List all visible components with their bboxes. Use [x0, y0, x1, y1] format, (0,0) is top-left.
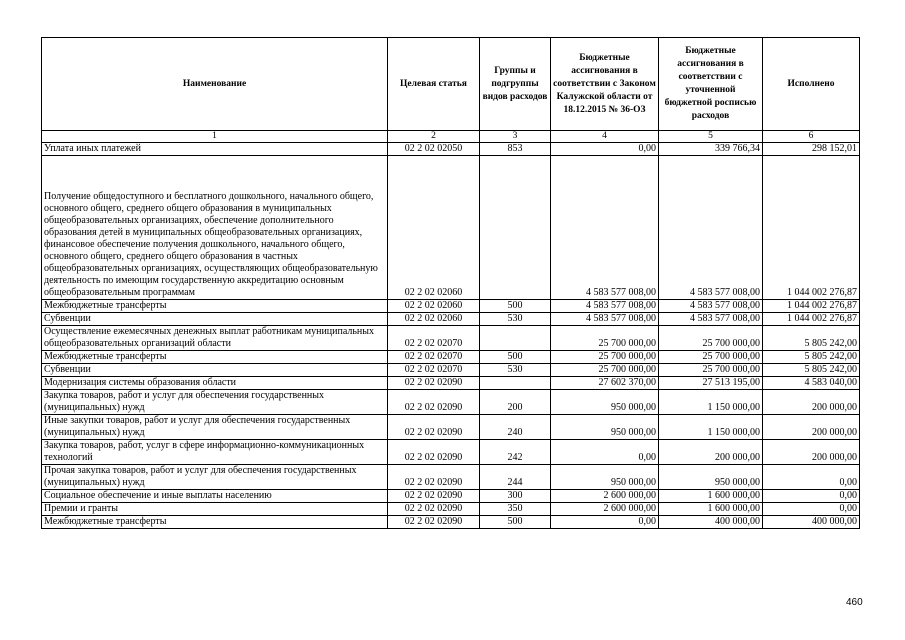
row-done-amount: 0,00 — [763, 490, 860, 503]
column-number-row — [42, 131, 860, 143]
table-row — [42, 503, 860, 516]
row-updated-amount: 4 583 577 008,00 — [659, 300, 763, 313]
row-done-amount: 5 805 242,00 — [763, 326, 860, 351]
row-law-amount: 950 000,00 — [551, 390, 659, 415]
row-group — [480, 377, 551, 390]
column-number: 3 — [480, 131, 551, 143]
row-code: 02 2 02 02050 — [388, 143, 480, 156]
table-row — [42, 465, 860, 490]
row-updated-amount: 950 000,00 — [659, 465, 763, 490]
table-row — [42, 390, 860, 415]
row-name: Уплата иных платежей — [42, 143, 388, 156]
row-law-amount: 25 700 000,00 — [551, 364, 659, 377]
row-group: 300 — [480, 490, 551, 503]
header-code: Целевая статья — [388, 38, 480, 131]
row-code: 02 2 02 02060 — [388, 300, 480, 313]
row-law-amount: 0,00 — [551, 143, 659, 156]
row-name: Модернизация системы образования области — [42, 377, 388, 390]
row-code: 02 2 02 02060 — [388, 313, 480, 326]
row-code: 02 2 02 02090 — [388, 465, 480, 490]
row-updated-amount: 25 700 000,00 — [659, 351, 763, 364]
row-name: Субвенции — [42, 364, 388, 377]
row-name: Закупка товаров, работ и услуг для обеспечения государственных (муниципальных) нужд — [42, 390, 388, 415]
row-law-amount: 4 583 577 008,00 — [551, 313, 659, 326]
table-row — [42, 415, 860, 440]
row-name: Осуществление ежемесячных денежных выплат работникам муниципальных общеобразовательных организаций области — [42, 326, 388, 351]
row-done-amount: 4 583 040,00 — [763, 377, 860, 390]
column-number: 5 — [659, 131, 763, 143]
row-law-amount: 0,00 — [551, 516, 659, 529]
row-done-amount: 1 044 002 276,87 — [763, 156, 860, 300]
row-name: Межбюджетные трансферты — [42, 351, 388, 364]
table-row — [42, 351, 860, 364]
row-group: 240 — [480, 415, 551, 440]
row-law-amount: 25 700 000,00 — [551, 326, 659, 351]
row-law-amount: 2 600 000,00 — [551, 490, 659, 503]
row-law-amount: 25 700 000,00 — [551, 351, 659, 364]
row-name: Межбюджетные трансферты — [42, 516, 388, 529]
row-updated-amount: 1 150 000,00 — [659, 390, 763, 415]
row-done-amount: 0,00 — [763, 503, 860, 516]
row-updated-amount: 25 700 000,00 — [659, 364, 763, 377]
header-law: Бюджетные ассигнования в соответствии с Законом Калужской области от 18.12.2015 № 36-ОЗ — [551, 38, 659, 131]
row-code: 02 2 02 02090 — [388, 490, 480, 503]
row-group: 500 — [480, 516, 551, 529]
row-group: 500 — [480, 351, 551, 364]
row-name: Премии и гранты — [42, 503, 388, 516]
budget-table — [41, 37, 860, 529]
row-group: 350 — [480, 503, 551, 516]
row-done-amount: 0,00 — [763, 465, 860, 490]
page-number: 460 — [846, 597, 863, 608]
row-group: 200 — [480, 390, 551, 415]
row-group: 242 — [480, 440, 551, 465]
table-body — [42, 143, 860, 529]
row-updated-amount: 27 513 195,00 — [659, 377, 763, 390]
table-row — [42, 490, 860, 503]
row-code: 02 2 02 02090 — [388, 516, 480, 529]
row-name: Закупка товаров, работ, услуг в сфере информационно-коммуникационных технологий — [42, 440, 388, 465]
row-law-amount: 4 583 577 008,00 — [551, 300, 659, 313]
row-done-amount: 1 044 002 276,87 — [763, 313, 860, 326]
table-row — [42, 440, 860, 465]
column-number: 4 — [551, 131, 659, 143]
table-row — [42, 326, 860, 351]
row-updated-amount: 339 766,34 — [659, 143, 763, 156]
row-code: 02 2 02 02070 — [388, 351, 480, 364]
row-updated-amount: 200 000,00 — [659, 440, 763, 465]
row-updated-amount: 4 583 577 008,00 — [659, 156, 763, 300]
row-updated-amount: 1 150 000,00 — [659, 415, 763, 440]
row-group — [480, 156, 551, 300]
table-row — [42, 364, 860, 377]
table-row — [42, 313, 860, 326]
row-name: Получение общедоступного и бесплатного дошкольного, начального общего, основного общего, среднего общего образования в муниципальных общеобразовательных организациях, обеспечение дополнительного образования детей в муниципальных общеобразовательных организациях, финансовое обеспечение получения дошкольного, начального общего, основного общего, среднего общего образования в частных общеобразовательных организациях, осуществляющих общеобразовательную деятельность по имеющим государственную аккредитацию основным общеобразовательным программам — [42, 156, 388, 300]
row-updated-amount: 400 000,00 — [659, 516, 763, 529]
header-updated: Бюджетные ассигнования в соответствии с уточненной бюджетной росписью расходов — [659, 38, 763, 131]
row-done-amount: 200 000,00 — [763, 390, 860, 415]
row-code: 02 2 02 02090 — [388, 377, 480, 390]
row-name: Межбюджетные трансферты — [42, 300, 388, 313]
row-code: 02 2 02 02060 — [388, 156, 480, 300]
row-code: 02 2 02 02090 — [388, 440, 480, 465]
column-number: 2 — [388, 131, 480, 143]
table-row — [42, 516, 860, 529]
row-law-amount: 2 600 000,00 — [551, 503, 659, 516]
row-done-amount: 200 000,00 — [763, 440, 860, 465]
row-code: 02 2 02 02070 — [388, 364, 480, 377]
row-law-amount: 4 583 577 008,00 — [551, 156, 659, 300]
row-name: Иные закупки товаров, работ и услуг для обеспечения государственных (муниципальных) нужд — [42, 415, 388, 440]
row-name: Субвенции — [42, 313, 388, 326]
row-done-amount: 298 152,01 — [763, 143, 860, 156]
row-code: 02 2 02 02090 — [388, 503, 480, 516]
row-updated-amount: 4 583 577 008,00 — [659, 313, 763, 326]
row-code: 02 2 02 02070 — [388, 326, 480, 351]
row-law-amount: 950 000,00 — [551, 415, 659, 440]
row-code: 02 2 02 02090 — [388, 390, 480, 415]
row-group: 530 — [480, 313, 551, 326]
row-group: 500 — [480, 300, 551, 313]
row-law-amount: 27 602 370,00 — [551, 377, 659, 390]
table-row — [42, 300, 860, 313]
row-group — [480, 326, 551, 351]
row-updated-amount: 1 600 000,00 — [659, 490, 763, 503]
row-code: 02 2 02 02090 — [388, 415, 480, 440]
row-group: 853 — [480, 143, 551, 156]
row-name: Прочая закупка товаров, работ и услуг для обеспечения государственных (муниципальных) нужд — [42, 465, 388, 490]
row-law-amount: 0,00 — [551, 440, 659, 465]
row-group: 244 — [480, 465, 551, 490]
row-done-amount: 5 805 242,00 — [763, 364, 860, 377]
row-law-amount: 950 000,00 — [551, 465, 659, 490]
row-updated-amount: 1 600 000,00 — [659, 503, 763, 516]
row-done-amount: 200 000,00 — [763, 415, 860, 440]
header-done: Исполнено — [763, 38, 860, 131]
row-group: 530 — [480, 364, 551, 377]
table-row — [42, 156, 860, 300]
header-group: Группы и подгруппы видов расходов — [480, 38, 551, 131]
table-row — [42, 377, 860, 390]
table-row — [42, 143, 860, 156]
row-name: Социальное обеспечение и иные выплаты населению — [42, 490, 388, 503]
column-number: 1 — [42, 131, 388, 143]
row-done-amount: 400 000,00 — [763, 516, 860, 529]
row-done-amount: 1 044 002 276,87 — [763, 300, 860, 313]
header-name: Наименование — [42, 38, 388, 131]
row-done-amount: 5 805 242,00 — [763, 351, 860, 364]
row-updated-amount: 25 700 000,00 — [659, 326, 763, 351]
column-number: 6 — [763, 131, 860, 143]
table-header-row — [42, 38, 860, 131]
